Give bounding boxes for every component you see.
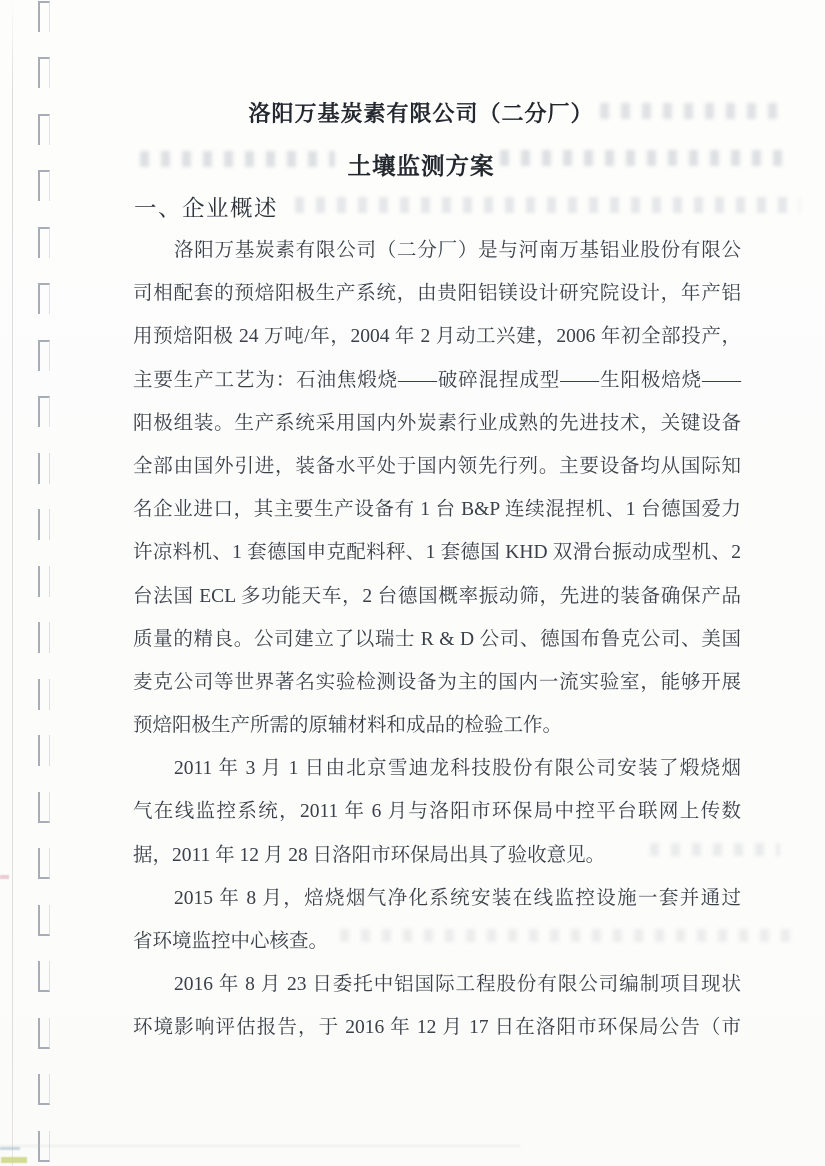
- body-line: 全部由国外引进，装备水平处于国内领先行列。主要设备均从国际知: [133, 455, 741, 477]
- binding-hole-icon: [38, 735, 50, 766]
- body-line: 据，2011 年 12 月 28 日洛阳市环保局出具了验收意见。: [133, 844, 606, 866]
- body-line: 环境影响评估报告，于 2016 年 12 月 17 日在洛阳市环保局公告（市: [133, 1017, 741, 1039]
- binding-hole-icon: [38, 340, 50, 371]
- body-line: 质量的精良。公司建立了以瑞士 R & D 公司、德国布鲁克公司、美国: [133, 628, 741, 650]
- binding-hole-icon: [38, 283, 50, 314]
- body-line: 用预焙阳极 24 万吨/年，2004 年 2 月动工兴建，2006 年初全部投产，: [133, 326, 741, 348]
- binding-hole-icon: [38, 1, 50, 32]
- body-text: [133, 229, 741, 1050]
- binding-hole-icon: [38, 453, 50, 484]
- body-line: 气在线监控系统，2011 年 6 月与洛阳市环保局中控平台联网上传数: [133, 801, 741, 823]
- body-line: 司相配套的预焙阳极生产系统，由贵阳铝镁设计研究院设计，年产铝: [133, 283, 741, 305]
- body-line: 许凉料机、1 套德国申克配料秤、1 套德国 KHD 双滑台振动成型机、2: [133, 542, 741, 564]
- binding-hole-icon: [38, 1074, 50, 1105]
- paper-edge-line: [12, 0, 13, 1166]
- binding-hole-icon: [38, 509, 50, 540]
- scan-artifact-blue-mark: [0, 1147, 20, 1150]
- binding-hole-icon: [38, 679, 50, 710]
- binding-hole-icon: [38, 57, 50, 88]
- body-line: 麦克公司等世界著名实验检测设备为主的国内一流实验室，能够开展: [133, 671, 741, 693]
- body-line: 洛阳万基炭素有限公司（二分厂）是与河南万基铝业股份有限公: [174, 240, 741, 261]
- doc-title: 洛阳万基炭素有限公司（二分厂）: [248, 101, 594, 126]
- binding-hole-icon: [38, 622, 50, 653]
- body-line: 省环境监控中心核查。: [133, 931, 329, 952]
- binding-hole-icon: [38, 227, 50, 258]
- binding-hole-icon: [38, 170, 50, 201]
- binding-hole-icon: [38, 1018, 50, 1049]
- scan-artifact-green-mark: [1, 1157, 27, 1163]
- body-line: 2016 年 8 月 23 日委托中铝国际工程股份有限公司编制项目现状: [174, 974, 741, 996]
- body-line: 2015 年 8 月，焙烧烟气净化系统安装在线监控设施一套并通过: [174, 887, 741, 909]
- binding-hole-icon: [38, 792, 50, 823]
- body-line: 2011 年 3 月 1 日由北京雪迪龙科技股份有限公司安装了煅烧烟: [174, 758, 741, 780]
- scan-streak: [0, 1145, 520, 1147]
- bleedthrough-smudge: [295, 197, 800, 213]
- body-line: 主要生产工艺为：石油焦煅烧——破碎混捏成型——生阳极焙烧——: [133, 369, 741, 391]
- binding-hole-icon: [38, 566, 50, 597]
- binding-hole-icon: [38, 396, 50, 427]
- body-line: 预焙阳极生产所需的原辅材料和成品的检验工作。: [133, 715, 563, 737]
- binding-hole-icon: [38, 114, 50, 145]
- binding-hole-icon: [38, 961, 50, 992]
- doc-subtitle: 土壤监测方案: [347, 154, 495, 180]
- body-line: 台法国 ECL 多功能天车，2 台德国概率振动筛，先进的装备确保产品: [133, 585, 741, 607]
- section-heading: 一、企业概述: [134, 196, 279, 221]
- body-line: 阳极组装。生产系统采用国内外炭素行业成熟的先进技术，关键设备: [133, 412, 741, 434]
- body-line: 名企业进口，其主要生产设备有 1 台 B&P 连续混捏机、1 台德国爱力: [133, 499, 741, 521]
- binding-hole-icon: [38, 905, 50, 936]
- scan-artifact-pink-mark: [0, 875, 9, 879]
- binding-hole-icon: [38, 848, 50, 879]
